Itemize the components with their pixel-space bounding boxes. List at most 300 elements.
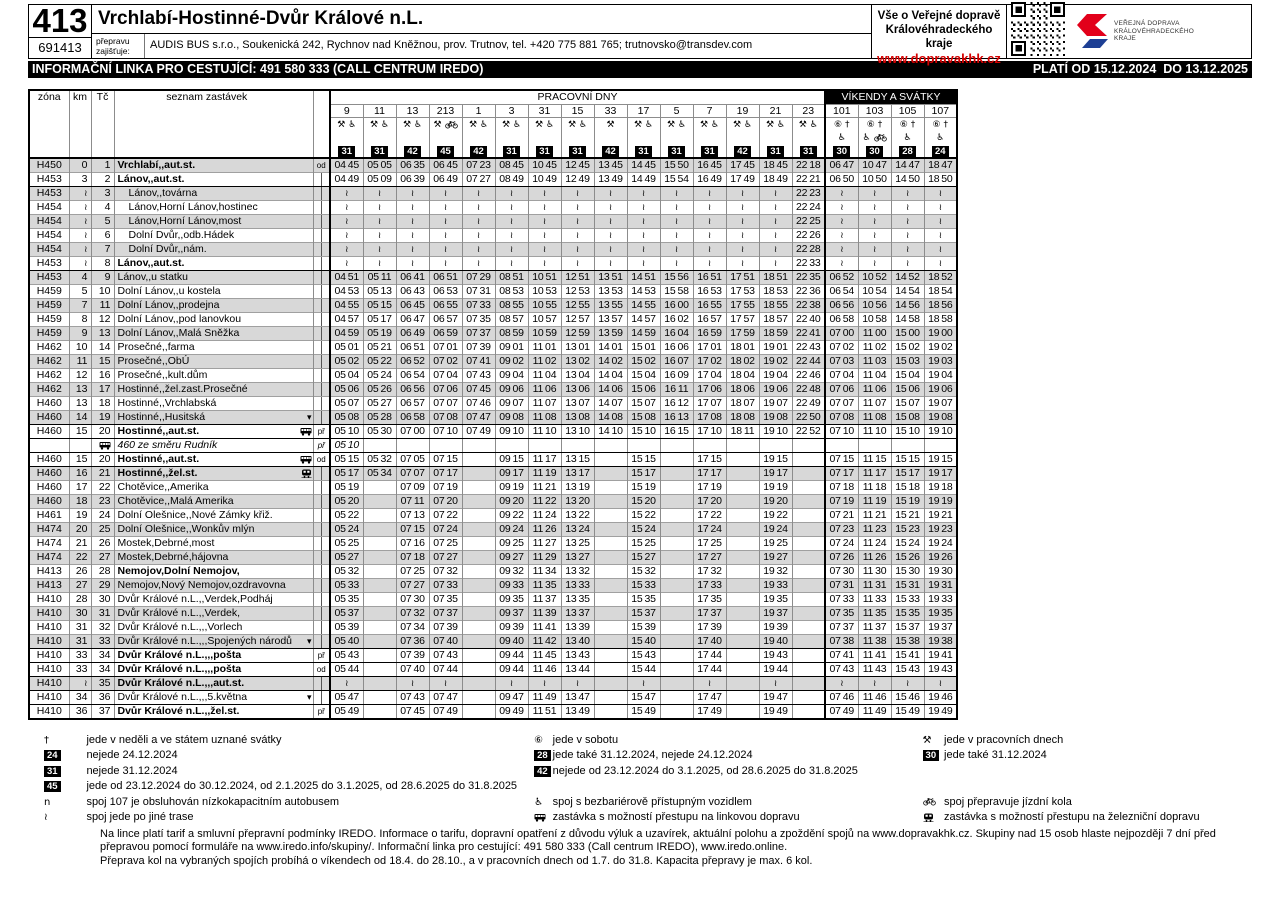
- time-cell: 11 23: [858, 522, 891, 536]
- time-cell: [726, 564, 759, 578]
- different-route-icon: ≀: [410, 230, 415, 241]
- time-cell: [759, 186, 792, 200]
- stop-row: [29, 550, 957, 564]
- time-cell: 14 49: [627, 172, 660, 186]
- time-cell: 07 40: [429, 634, 462, 648]
- time-cell: 09 40: [495, 634, 528, 648]
- time-cell: 15 02: [627, 354, 660, 368]
- trip-number: 19: [726, 104, 759, 118]
- time-cell: 13 04: [561, 368, 594, 382]
- trip-note: [561, 144, 594, 158]
- different-route-icon: ≀: [707, 258, 712, 269]
- different-route-icon: ≀: [410, 202, 415, 213]
- time-cell: 05 11: [363, 270, 396, 284]
- zone-cell: H460: [29, 452, 69, 466]
- note-badge: 31: [800, 146, 817, 157]
- time-cell: 04 59: [330, 326, 363, 340]
- stop-name-cell: Dvůr Králové n.L.,,,pošta: [114, 662, 299, 676]
- trip-note: [363, 144, 396, 158]
- time-cell: [330, 186, 363, 200]
- route-continues-line: [321, 593, 322, 606]
- time-cell: 10 50: [858, 172, 891, 186]
- marker-column-header: [313, 90, 330, 158]
- marker-cell: [313, 494, 330, 508]
- time-cell: [363, 578, 396, 592]
- different-route-icon: ≀: [410, 258, 415, 269]
- legend-symbol: [518, 795, 552, 811]
- info-bar: [28, 61, 1252, 78]
- time-cell: 19 24: [759, 522, 792, 536]
- different-route-icon: ≀: [345, 258, 349, 269]
- time-cell: [660, 578, 693, 592]
- legend-text: nejede od 23.12.2024 do 3.1.2025, od 28.6.2025 do 31.8.2025: [552, 764, 858, 777]
- different-route-icon: ≀: [938, 678, 942, 689]
- workdays-icon: ⚒: [699, 120, 709, 130]
- zone-cell: H453: [29, 172, 69, 186]
- time-cell: 14 55: [627, 298, 660, 312]
- route-continues-line: [321, 677, 322, 690]
- time-cell: [660, 438, 693, 452]
- time-cell: 05 02: [330, 354, 363, 368]
- time-cell: 08 51: [495, 270, 528, 284]
- time-cell: 10 52: [858, 270, 891, 284]
- time-cell: [693, 438, 726, 452]
- different-route-icon: ≀: [608, 188, 613, 199]
- time-cell: 07 06: [429, 382, 462, 396]
- trip-symbols-2: [429, 131, 462, 144]
- different-route-icon: ≀: [509, 216, 514, 227]
- time-cell: 19 23: [924, 522, 957, 536]
- time-cell: [759, 200, 792, 214]
- time-cell: 13 45: [594, 158, 627, 173]
- stop-icon-cell: [299, 340, 313, 354]
- time-cell: [792, 536, 825, 550]
- time-cell: 07 26: [825, 550, 858, 564]
- different-route-icon: ≀: [773, 230, 778, 241]
- stop-name-cell: Dvůr Králové n.L.,,,Vorlech: [114, 620, 299, 634]
- time-cell: [495, 242, 528, 256]
- time-cell: [396, 228, 429, 242]
- time-cell: 13 19: [561, 480, 594, 494]
- trip-symbols-2: [396, 131, 429, 144]
- stop-icon-cell: [299, 200, 313, 214]
- trip-symbols: [561, 118, 594, 132]
- footer-paragraph: Přeprava kol na vybraných spojích probíhá o víkendech od 18.4. do 28.10., a v pracovních dnech od 1.7. do 31.8. Kapacita přepravy je max. 6 kol.: [100, 854, 813, 867]
- time-cell: [330, 242, 363, 256]
- different-route-icon: ≀: [641, 244, 646, 255]
- time-cell: [726, 494, 759, 508]
- different-route-icon: ≀: [345, 188, 349, 199]
- time-cell: 07 18: [825, 480, 858, 494]
- time-cell: 17 32: [693, 564, 726, 578]
- zone-cell: H454: [29, 228, 69, 242]
- time-cell: 15 32: [627, 564, 660, 578]
- time-cell: 11 33: [858, 592, 891, 606]
- different-route-icon: ≀: [575, 216, 580, 227]
- tc-cell: 20: [91, 452, 114, 466]
- time-cell: 16 45: [693, 158, 726, 173]
- note-badge: 31: [371, 146, 388, 157]
- stop-icon-cell: [299, 396, 313, 410]
- workdays-icon: ⚒: [922, 734, 932, 746]
- time-cell: 19 02: [924, 340, 957, 354]
- zone-cell: H460: [29, 396, 69, 410]
- time-cell: [363, 494, 396, 508]
- time-cell: 15 35: [891, 606, 924, 620]
- time-cell: 07 41: [825, 648, 858, 662]
- time-cell: 07 45: [462, 382, 495, 396]
- time-cell: 07 15: [396, 522, 429, 536]
- zone-cell: H459: [29, 284, 69, 298]
- route-end-arrow-icon: ▾: [306, 412, 312, 423]
- route-continues-line: [321, 467, 322, 480]
- time-cell: [660, 634, 693, 648]
- time-cell: 19 17: [759, 466, 792, 480]
- stop-name-cell: Vrchlabí,,aut.st.: [114, 158, 299, 173]
- time-cell: 06 43: [396, 284, 429, 298]
- time-cell: [462, 522, 495, 536]
- trip-number: 11: [363, 104, 396, 118]
- time-cell: 05 21: [363, 340, 396, 354]
- stop-name-cell: Prosečné,,farma: [114, 340, 299, 354]
- route-continues-line: [321, 229, 322, 242]
- time-cell: 15 03: [891, 354, 924, 368]
- time-cell: 16 51: [693, 270, 726, 284]
- time-cell: [330, 200, 363, 214]
- bus-icon: [300, 455, 312, 464]
- trip-number: 1: [462, 104, 495, 118]
- stop-name-cell: Lánov,Horní Lánov,hostinec: [114, 200, 299, 214]
- time-cell: [792, 620, 825, 634]
- time-cell: [363, 662, 396, 676]
- marker-cell: [313, 564, 330, 578]
- time-cell: 22 24: [792, 200, 825, 214]
- time-cell: 17 10: [693, 424, 726, 438]
- saturday-icon: ⑥: [866, 120, 875, 130]
- different-route-icon: ≀: [905, 244, 910, 255]
- time-cell: 11 04: [858, 368, 891, 382]
- time-cell: [363, 508, 396, 522]
- time-cell: 18 56: [924, 298, 957, 312]
- qr-code-icon: [1011, 2, 1065, 61]
- time-cell: 07 08: [825, 410, 858, 424]
- route-continues-line: [321, 509, 322, 522]
- trip-number: 23: [792, 104, 825, 118]
- different-route-icon: ≀: [410, 244, 415, 255]
- time-cell: [726, 522, 759, 536]
- stop-row: [29, 326, 957, 340]
- time-cell: 07 43: [825, 662, 858, 676]
- time-cell: 16 12: [660, 396, 693, 410]
- col-header-zone: zóna: [29, 90, 69, 158]
- stop-row: [29, 690, 957, 704]
- time-cell: [693, 228, 726, 242]
- time-cell: 11 08: [858, 410, 891, 424]
- time-cell: [726, 200, 759, 214]
- different-route-icon: ≀: [84, 258, 88, 269]
- time-cell: 07 04: [429, 368, 462, 382]
- time-cell: [858, 676, 891, 690]
- time-cell: [594, 536, 627, 550]
- zone-cell: H454: [29, 200, 69, 214]
- time-cell: [627, 676, 660, 690]
- time-cell: [462, 564, 495, 578]
- zone-cell: H413: [29, 578, 69, 592]
- time-cell: 14 04: [594, 368, 627, 382]
- note-badge: 30: [866, 146, 883, 157]
- time-cell: 11 27: [528, 536, 561, 550]
- stop-icon-cell: [299, 480, 313, 494]
- time-cell: [660, 592, 693, 606]
- time-cell: [660, 200, 693, 214]
- km-cell: [69, 242, 91, 256]
- time-cell: 19 33: [924, 592, 957, 606]
- trip-number: 15: [561, 104, 594, 118]
- stop-row: [29, 494, 957, 508]
- time-cell: [429, 200, 462, 214]
- route-continues-line: [321, 215, 322, 228]
- km-cell: 7: [69, 298, 91, 312]
- time-cell: [594, 466, 627, 480]
- time-cell: [561, 676, 594, 690]
- zone-cell: H474: [29, 536, 69, 550]
- stop-row: [29, 242, 957, 256]
- stop-icon-cell: [299, 326, 313, 340]
- different-route-icon: ≀: [443, 188, 448, 199]
- time-cell: 14 51: [627, 270, 660, 284]
- stop-row: [29, 452, 957, 466]
- time-cell: [462, 452, 495, 466]
- time-cell: 07 37: [462, 326, 495, 340]
- time-cell: 13 17: [561, 466, 594, 480]
- time-cell: 06 50: [825, 172, 858, 186]
- workdays-icon: ⚒: [337, 120, 346, 130]
- time-cell: 19 47: [759, 690, 792, 704]
- time-cell: [363, 228, 396, 242]
- stop-row: [29, 438, 957, 452]
- time-cell: 19 15: [924, 452, 957, 466]
- time-cell: 07 08: [429, 410, 462, 424]
- time-cell: 22 48: [792, 382, 825, 396]
- time-cell: [726, 214, 759, 228]
- promo-line-1: Vše o Veřejné dopravě: [877, 10, 1001, 22]
- time-cell: 15 30: [891, 564, 924, 578]
- zone-cell: H461: [29, 508, 69, 522]
- km-cell: 4: [69, 270, 91, 284]
- time-cell: 11 41: [528, 620, 561, 634]
- time-cell: [726, 550, 759, 564]
- time-cell: 22 40: [792, 312, 825, 326]
- stop-icon-cell: [299, 242, 313, 256]
- time-cell: 06 56: [396, 382, 429, 396]
- time-cell: 14 07: [594, 396, 627, 410]
- stop-name-cell: Chotěvice,,Amerika: [114, 480, 299, 494]
- different-route-icon: ≀: [476, 258, 481, 269]
- time-cell: [561, 242, 594, 256]
- time-cell: [858, 228, 891, 242]
- time-cell: 15 46: [891, 690, 924, 704]
- time-cell: [726, 606, 759, 620]
- time-cell: 05 19: [363, 326, 396, 340]
- time-cell: [561, 438, 594, 452]
- wheelchair-icon: ♿: [380, 120, 390, 130]
- time-cell: 19 25: [759, 536, 792, 550]
- time-cell: [561, 256, 594, 270]
- time-cell: 07 00: [396, 424, 429, 438]
- time-cell: 09 20: [495, 494, 528, 508]
- note-badge: 30: [833, 146, 850, 157]
- stop-row: [29, 186, 957, 200]
- time-cell: [924, 676, 957, 690]
- different-route-icon: ≀: [740, 230, 745, 241]
- trip-symbols-2: [462, 131, 495, 144]
- tc-cell: 22: [91, 480, 114, 494]
- time-cell: 13 24: [561, 522, 594, 536]
- legend-text: zastávka s možností přestupu na linkovou dopravu: [552, 811, 800, 823]
- time-cell: 07 39: [429, 620, 462, 634]
- time-cell: 08 55: [495, 298, 528, 312]
- different-route-icon: ≀: [938, 244, 942, 255]
- different-route-icon: ≀: [84, 216, 88, 227]
- time-cell: [660, 466, 693, 480]
- time-cell: [726, 242, 759, 256]
- promo-line-2: Královéhradeckého kraje: [885, 24, 993, 50]
- stop-row: [29, 158, 957, 173]
- stop-name-cell: Prosečné,,ObÚ: [114, 354, 299, 368]
- time-cell: 17 53: [726, 284, 759, 298]
- different-route-icon: ≀: [872, 244, 877, 255]
- time-cell: 04 53: [330, 284, 363, 298]
- zone-cell: H474: [29, 550, 69, 564]
- time-cell: 05 44: [330, 662, 363, 676]
- km-cell: [69, 214, 91, 228]
- time-cell: 06 49: [429, 172, 462, 186]
- time-cell: [363, 522, 396, 536]
- time-cell: 06 39: [396, 172, 429, 186]
- zone-cell: H410: [29, 704, 69, 719]
- different-route-icon: ≀: [773, 678, 778, 689]
- different-route-icon: ≀: [542, 258, 547, 269]
- workdays-icon: ⚒: [732, 120, 742, 130]
- tc-cell: 11: [91, 298, 114, 312]
- time-cell: [660, 494, 693, 508]
- time-cell: 22 23: [792, 186, 825, 200]
- marker-cell: př: [313, 704, 330, 719]
- time-cell: 15 17: [891, 466, 924, 480]
- note-badge: 28: [899, 146, 916, 157]
- route-continues-line: [321, 607, 322, 620]
- time-cell: 13 10: [561, 424, 594, 438]
- stop-name-cell: Dolní Olešnice,,Nové Zámky křiž.: [114, 508, 299, 522]
- stop-name-cell: 460 ze směru Rudník: [114, 438, 299, 452]
- time-cell: 18 58: [924, 312, 957, 326]
- note-badge: 42: [534, 766, 551, 777]
- stop-icon-cell: [299, 550, 313, 564]
- workdays-icon: ⚒: [402, 120, 412, 130]
- time-cell: 17 24: [693, 522, 726, 536]
- different-route-icon: ≀: [377, 188, 382, 199]
- time-cell: 15 23: [891, 522, 924, 536]
- time-cell: [462, 480, 495, 494]
- workdays-icon: ⚒: [468, 120, 478, 130]
- time-cell: 22 26: [792, 228, 825, 242]
- km-cell: [69, 200, 91, 214]
- printable-area: [28, 4, 1252, 868]
- legend: [28, 733, 1252, 826]
- holiday-icon: †: [845, 120, 850, 130]
- different-route-icon: ≀: [840, 244, 844, 255]
- legend-row: [28, 810, 1252, 826]
- time-cell: [363, 676, 396, 690]
- trip-symbols: [792, 118, 825, 132]
- time-cell: 11 51: [528, 704, 561, 719]
- time-cell: 10 57: [528, 312, 561, 326]
- stop-icon-cell: [299, 620, 313, 634]
- carrier-info: AUDIS BUS s.r.o., Soukenická 242, Rychnov nad Kněžnou, prov. Trutnov, tel. +420 775 881 765; trutnovsko@transdev.com: [150, 39, 753, 51]
- time-cell: 07 25: [429, 536, 462, 550]
- time-cell: 19 43: [924, 662, 957, 676]
- time-cell: [594, 200, 627, 214]
- time-cell: [792, 578, 825, 592]
- time-cell: [528, 438, 561, 452]
- time-cell: 09 25: [495, 536, 528, 550]
- legend-symbol: [518, 733, 552, 749]
- time-cell: 11 35: [858, 606, 891, 620]
- time-cell: 09 44: [495, 662, 528, 676]
- trip-symbols-2: [495, 131, 528, 144]
- time-cell: 15 17: [627, 466, 660, 480]
- time-cell: 19 01: [759, 340, 792, 354]
- trip-note: [495, 144, 528, 158]
- trip-note: [924, 144, 957, 158]
- time-cell: 11 03: [858, 354, 891, 368]
- stop-icon-cell: [299, 578, 313, 592]
- time-cell: 19 18: [924, 480, 957, 494]
- time-cell: 06 59: [429, 326, 462, 340]
- stop-name-cell: Dvůr Králové n.L.,,,pošta: [114, 648, 299, 662]
- time-cell: 09 39: [495, 620, 528, 634]
- zone-cell: H410: [29, 634, 69, 648]
- different-route-icon: ≀: [443, 216, 448, 227]
- wheelchair-icon: ♿: [809, 120, 818, 130]
- time-cell: [627, 214, 660, 228]
- time-cell: [594, 634, 627, 648]
- zone-cell: H453: [29, 270, 69, 284]
- time-cell: 07 35: [462, 312, 495, 326]
- zone-cell: [29, 438, 69, 452]
- time-cell: 07 43: [396, 690, 429, 704]
- time-cell: 17 40: [693, 634, 726, 648]
- time-cell: [759, 438, 792, 452]
- time-cell: [726, 452, 759, 466]
- marker-cell: [313, 368, 330, 382]
- time-cell: 05 22: [330, 508, 363, 522]
- time-cell: [495, 438, 528, 452]
- time-cell: 07 07: [825, 396, 858, 410]
- legend-text: nejede 24.12.2024: [86, 749, 178, 761]
- time-cell: [594, 228, 627, 242]
- wheelchair-icon: ♿: [545, 120, 555, 130]
- time-cell: 07 17: [825, 466, 858, 480]
- different-route-icon: ≀: [938, 230, 942, 241]
- time-cell: 06 41: [396, 270, 429, 284]
- different-route-icon: ≀: [345, 216, 349, 227]
- train-icon: [301, 469, 312, 478]
- time-cell: [363, 536, 396, 550]
- different-route-icon: ≀: [905, 258, 910, 269]
- carrier-row: [92, 34, 871, 58]
- time-cell: 07 43: [462, 368, 495, 382]
